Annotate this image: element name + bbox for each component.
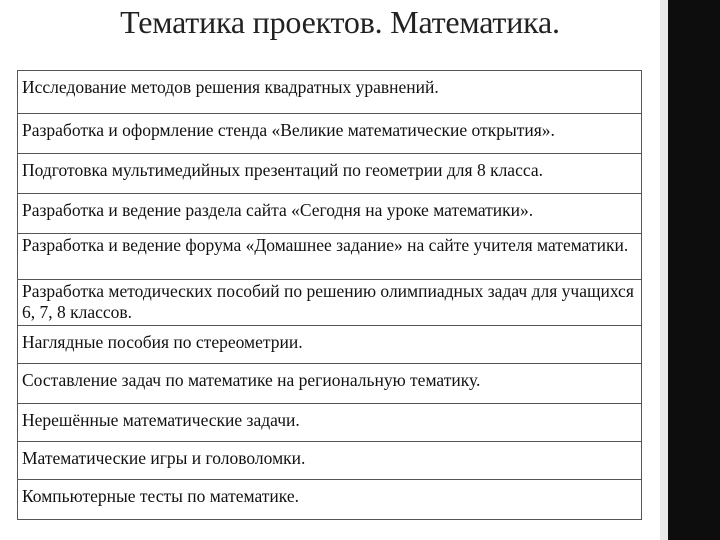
table-row bbox=[18, 442, 642, 480]
topic-cell: Математические игры и головоломки. bbox=[18, 442, 642, 480]
slide-title: Тематика проектов. Математика. bbox=[120, 4, 560, 40]
topic-cell: Нерешённые математические задачи. bbox=[18, 404, 642, 442]
topic-cell: Компьютерные тесты по математике. bbox=[18, 480, 642, 520]
topic-cell: Разработка и ведение форума «Домашнее задание» на сайте учителя математики. bbox=[18, 234, 642, 280]
topic-cell: Разработка методических пособий по решению олимпиадных задач для учащихся 6, 7, 8 классов. bbox=[18, 280, 642, 326]
table-row bbox=[18, 194, 642, 234]
table-row bbox=[18, 114, 642, 154]
table-row bbox=[18, 234, 642, 280]
table-row bbox=[18, 480, 642, 520]
topic-cell: Разработка и ведение раздела сайта «Сегодня на уроке математики». bbox=[18, 194, 642, 234]
table-row bbox=[18, 364, 642, 404]
right-edge-strip bbox=[660, 0, 668, 540]
topics-table bbox=[17, 70, 642, 520]
table-row bbox=[18, 71, 642, 114]
topic-cell: Наглядные пособия по стереометрии. bbox=[18, 326, 642, 364]
topic-cell: Составление задач по математике на региональную тематику. bbox=[18, 364, 642, 404]
table-row bbox=[18, 280, 642, 326]
right-black-bar bbox=[668, 0, 720, 540]
table-row bbox=[18, 154, 642, 194]
table-row bbox=[18, 404, 642, 442]
topic-cell: Подготовка мультимедийных презентаций по геометрии для 8 класса. bbox=[18, 154, 642, 194]
topic-cell: Исследование методов решения квадратных уравнений. bbox=[18, 71, 642, 114]
topic-cell: Разработка и оформление стенда «Великие математические открытия». bbox=[18, 114, 642, 154]
table-row bbox=[18, 326, 642, 364]
